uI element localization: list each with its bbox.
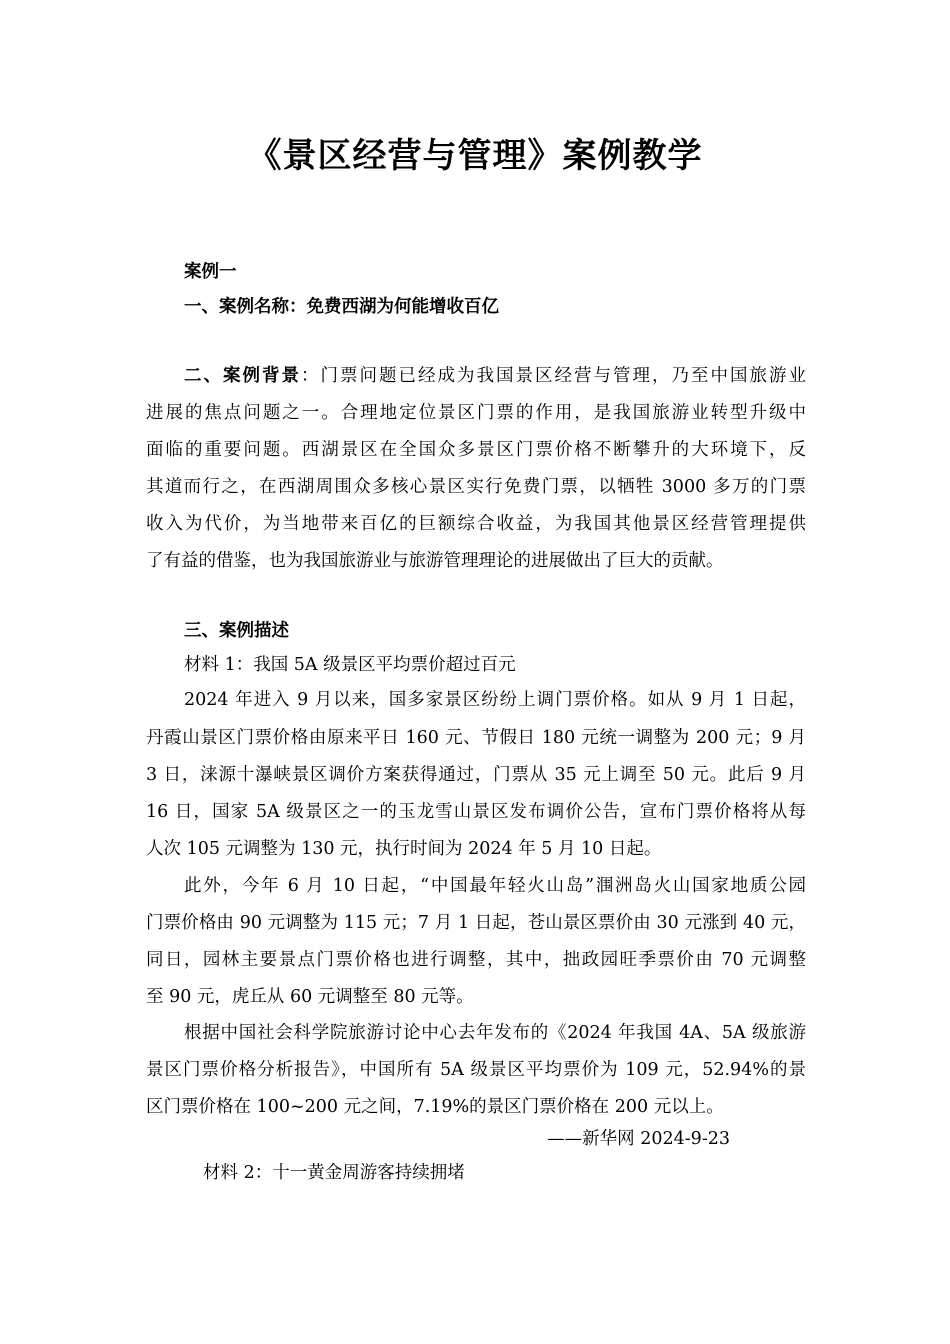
para3-line-1: 根据中国社会科学院旅游讨论中心去年发布的《2024 年我国 4A、5A 级旅游 — [184, 1023, 806, 1043]
para1-line-4: 16 日，国家 5A 级景区之一的玉龙雪山景区发布调价公告，宣布门票价格将从每 — [146, 802, 806, 822]
case-name-heading: 一、案例名称：免费西湖为何能增收百亿 — [184, 297, 499, 317]
background-line-2: 进展的焦点问题之一。合理地定位景区门票的作用，是我国旅游业转型升级中 — [146, 403, 806, 423]
material2-title: 材料 2：十一黄金周游客持续拥堵 — [203, 1163, 465, 1183]
source-attribution: ——新华网 2024-9-23 — [547, 1129, 730, 1149]
background-line-6: 了有益的借鉴，也为我国旅游业与旅游管理理论的进展做出了巨大的贡献。 — [146, 551, 724, 571]
document-title: 《景区经营与管理》案例教学 — [247, 136, 703, 176]
background-line-4: 其道而行之，在西湖周围众多核心景区实行免费门票，以牺牲 3000 多万的门票 — [146, 477, 806, 497]
background-line-1 — [184, 364, 806, 388]
case-label: 案例一 — [184, 262, 237, 282]
para2-line-2: 门票价格由 90 元调整为 115 元；7 月 1 日起，苍山景区票价由 30 元涨到 40 元， — [146, 913, 806, 933]
para1-line-2: 丹霞山景区门票价格由原来平日 160 元、节假日 180 元统一调整为 200 元；9 月 — [146, 728, 806, 748]
para1-line-1: 2024 年进入 9 月以来，国多家景区纷纷上调门票价格。如从 9 月 1 日起， — [184, 690, 806, 710]
para3-line-2: 景区门票价格分析报告》，中国所有 5A 级景区平均票价为 109 元，52.94%的景 — [146, 1060, 806, 1080]
background-heading: 二、案例背景 — [184, 366, 301, 386]
para2-line-4: 至 90 元，虎丘从 60 元调整至 80 元等。 — [146, 987, 474, 1007]
background-text: ：门票问题已经成为我国景区经营与管理，乃至中国旅游业 — [301, 366, 806, 386]
background-line-5: 收入为代价，为当地带来百亿的巨额综合收益，为我国其他景区经营管理提供 — [146, 514, 806, 534]
para1-line-5: 人次 105 元调整为 130 元，执行时间为 2024 年 5 月 10 日起。 — [146, 839, 662, 859]
para1-line-3: 3 日，涞源十瀑峡景区调价方案获得通过，门票从 35 元上调至 50 元。此后 9 月 — [146, 765, 806, 785]
material1-title: 材料 1：我国 5A 级景区平均票价超过百元 — [184, 655, 516, 675]
para2-line-3: 同日，园林主要景点门票价格也进行调整，其中，拙政园旺季票价由 70 元调整 — [146, 950, 806, 970]
para3-line-3: 区门票价格在 100~200 元之间，7.19%的景区门票价格在 200 元以上。 — [146, 1097, 724, 1117]
description-heading: 三、案例描述 — [184, 621, 289, 641]
para2-line-1: 此外，今年 6 月 10 日起，“中国最年轻火山岛”涠洲岛火山国家地质公园 — [184, 876, 806, 896]
background-line-3: 面临的重要问题。西湖景区在全国众多景区门票价格不断攀升的大环境下，反 — [146, 440, 806, 460]
